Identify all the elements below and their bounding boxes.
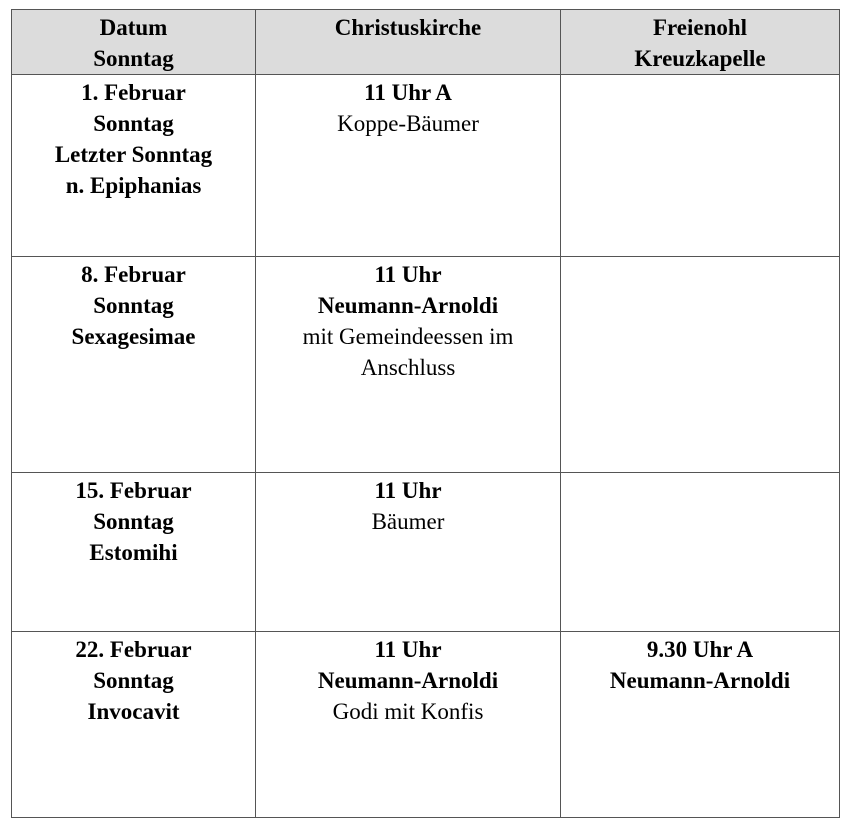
freienohl-cell xyxy=(561,257,840,473)
table-row xyxy=(12,473,840,632)
sunday-name: Sexagesimae xyxy=(71,324,196,349)
christuskirche-cell xyxy=(256,632,561,818)
sunday-name: Invocavit xyxy=(87,699,180,724)
header-date-line1: Datum xyxy=(99,15,168,40)
day: Sonntag xyxy=(93,111,174,136)
date-cell xyxy=(12,473,256,632)
service-person: Neumann-Arnoldi xyxy=(317,668,499,693)
sunday-name: Letzter Sonntag xyxy=(54,142,213,167)
service-note: Godi mit Konfis xyxy=(332,699,484,724)
christuskirche-cell xyxy=(256,257,561,473)
table-row xyxy=(12,257,840,473)
header-date-line2: Sonntag xyxy=(93,46,174,71)
service-time: 11 Uhr xyxy=(374,637,442,662)
date-cell xyxy=(12,257,256,473)
service-note: mit Gemeindeessen im xyxy=(302,324,514,349)
date: 22. Februar xyxy=(75,637,192,662)
day: Sonntag xyxy=(93,668,174,693)
service-note-cont: Anschluss xyxy=(360,355,456,380)
service-time: 11 Uhr xyxy=(374,478,442,503)
service-person: Neumann-Arnoldi xyxy=(317,293,499,318)
service-time: 11 Uhr xyxy=(374,262,442,287)
header-freienohl xyxy=(561,10,840,75)
service-time: 11 Uhr A xyxy=(364,80,452,105)
date-cell xyxy=(12,632,256,818)
header-christuskirche-label: Christuskirche xyxy=(334,15,482,40)
day: Sonntag xyxy=(93,293,174,318)
date: 15. Februar xyxy=(75,478,192,503)
header-freienohl-line2: Kreuzkapelle xyxy=(634,46,766,71)
service-person: Neumann-Arnoldi xyxy=(609,668,791,693)
service-schedule-table xyxy=(11,9,840,818)
service-person: Koppe-Bäumer xyxy=(337,111,479,136)
header-date xyxy=(12,10,256,75)
freienohl-cell xyxy=(561,473,840,632)
header-freienohl-line1: Freienohl xyxy=(652,15,748,40)
service-person: Bäumer xyxy=(371,509,445,534)
christuskirche-cell xyxy=(256,75,561,257)
sunday-name-cont: n. Epiphanias xyxy=(65,173,202,198)
header-christuskirche xyxy=(256,10,561,75)
freienohl-cell xyxy=(561,75,840,257)
date: 8. Februar xyxy=(81,262,186,287)
service-time: 9.30 Uhr A xyxy=(646,637,754,662)
table-row xyxy=(12,75,840,257)
date: 1. Februar xyxy=(81,80,186,105)
date-cell xyxy=(12,75,256,257)
table-row xyxy=(12,632,840,818)
sunday-name: Estomihi xyxy=(89,540,178,565)
header-row xyxy=(12,10,840,75)
christuskirche-cell xyxy=(256,473,561,632)
day: Sonntag xyxy=(93,509,174,534)
freienohl-cell xyxy=(561,632,840,818)
